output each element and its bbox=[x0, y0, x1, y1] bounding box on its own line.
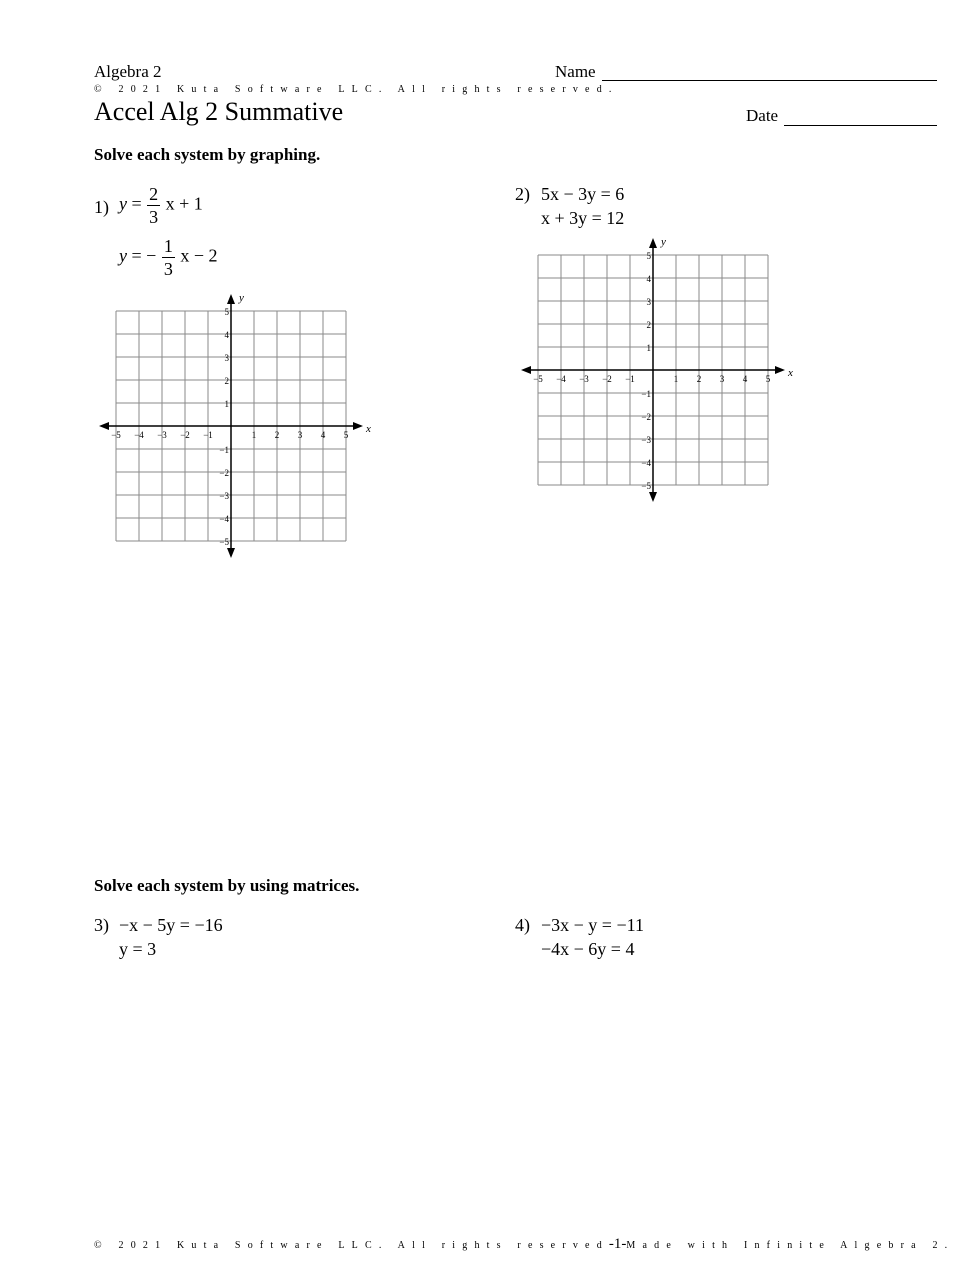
footer-made-with: Made with Infinite Algebra 2. bbox=[626, 1240, 955, 1251]
fraction bbox=[162, 235, 175, 280]
coordinate-grid-1[interactable] bbox=[95, 290, 370, 562]
page-number: -1- bbox=[608, 1236, 627, 1252]
problem-number-1: 1) bbox=[94, 197, 109, 217]
course-name: Algebra 2 bbox=[94, 62, 162, 81]
y-tick-label: 3 bbox=[646, 297, 651, 307]
y-axis-label: y bbox=[239, 292, 244, 304]
x-tick-label: −3 bbox=[157, 430, 167, 440]
y-axis-label: y bbox=[661, 236, 666, 248]
x-axis-label: x bbox=[366, 423, 371, 435]
problem-number-4: 4) bbox=[515, 915, 530, 935]
y-tick-label: −3 bbox=[641, 435, 651, 445]
x-tick-label: 3 bbox=[719, 374, 725, 384]
eq-lhs: y bbox=[119, 245, 127, 266]
y-tick-label: 5 bbox=[646, 251, 651, 261]
fraction bbox=[147, 183, 160, 228]
fraction-numerator: 1 bbox=[163, 236, 173, 256]
x-tick-label: 2 bbox=[274, 430, 280, 440]
fraction-denominator: 3 bbox=[163, 259, 173, 279]
x-tick-label: 1 bbox=[251, 430, 257, 440]
y-tick-label: 4 bbox=[224, 330, 229, 340]
y-tick-label: 3 bbox=[224, 353, 229, 363]
name-field-line[interactable] bbox=[602, 80, 937, 81]
x-tick-label: −1 bbox=[625, 374, 635, 384]
x-tick-label: 4 bbox=[742, 374, 748, 384]
x-axis-arrow-left-icon bbox=[99, 422, 109, 430]
worksheet-title: Accel Alg 2 Summative bbox=[94, 97, 344, 126]
fraction-numerator: 2 bbox=[149, 184, 159, 204]
x-tick-label: −4 bbox=[134, 430, 144, 440]
problem-4-equation-2: −4x − 6y = 4 bbox=[541, 939, 635, 959]
problem-number-3: 3) bbox=[94, 915, 109, 935]
section-instruction-graphing: Solve each system by graphing. bbox=[94, 145, 321, 164]
y-tick-label: 1 bbox=[646, 343, 651, 353]
fraction-denominator: 3 bbox=[149, 207, 159, 227]
eq-rest: x − 2 bbox=[180, 245, 218, 266]
x-tick-label: −5 bbox=[533, 374, 543, 384]
y-tick-label: −4 bbox=[219, 514, 229, 524]
x-axis-arrow-right-icon bbox=[353, 422, 363, 430]
problem-3-equation-2: y = 3 bbox=[119, 939, 157, 959]
footer bbox=[94, 1236, 954, 1253]
x-tick-label: −4 bbox=[556, 374, 566, 384]
y-tick-label: −5 bbox=[641, 481, 651, 491]
y-tick-label: 5 bbox=[224, 307, 229, 317]
y-tick-label: −3 bbox=[219, 491, 229, 501]
y-tick-label: −2 bbox=[219, 468, 229, 478]
date-field-line[interactable] bbox=[784, 125, 937, 126]
y-axis-arrow-up-icon bbox=[227, 294, 235, 304]
name-label: Name bbox=[555, 62, 596, 81]
y-tick-label: 4 bbox=[646, 274, 651, 284]
x-tick-label: 2 bbox=[696, 374, 702, 384]
y-tick-label: −1 bbox=[641, 389, 651, 399]
x-tick-label: −1 bbox=[203, 430, 213, 440]
problem-3-equation-1: −x − 5y = −16 bbox=[119, 915, 223, 935]
eq-equals: = bbox=[131, 193, 142, 214]
y-axis-arrow-up-icon bbox=[649, 238, 657, 248]
x-tick-label: −3 bbox=[579, 374, 589, 384]
y-tick-label: 1 bbox=[224, 399, 229, 409]
eq-rest: x + 1 bbox=[165, 193, 203, 214]
x-tick-label: 5 bbox=[765, 374, 771, 384]
y-tick-label: −2 bbox=[641, 412, 651, 422]
footer-copyright: © 2021 Kuta Software LLC. All rights reserved bbox=[94, 1240, 609, 1251]
date-label: Date bbox=[746, 106, 779, 125]
problem-4-equation-1: −3x − y = −11 bbox=[541, 915, 644, 935]
eq-lhs: y bbox=[119, 193, 127, 214]
eq-sign: − bbox=[146, 245, 157, 266]
y-tick-label: −1 bbox=[219, 445, 229, 455]
x-tick-label: 3 bbox=[297, 430, 303, 440]
y-tick-label: −5 bbox=[219, 537, 229, 547]
coordinate-grid-2[interactable] bbox=[517, 234, 792, 506]
x-tick-label: 4 bbox=[320, 430, 326, 440]
x-tick-label: −2 bbox=[602, 374, 612, 384]
x-tick-label: 1 bbox=[673, 374, 679, 384]
x-tick-label: 5 bbox=[343, 430, 349, 440]
problem-2-equation-1: 5x − 3y = 6 bbox=[541, 184, 625, 204]
problem-1-equation-1 bbox=[119, 183, 203, 228]
y-tick-label: −4 bbox=[641, 458, 651, 468]
y-axis-arrow-down-icon bbox=[649, 492, 657, 502]
problem-number-2: 2) bbox=[515, 184, 530, 204]
y-tick-label: 2 bbox=[224, 376, 229, 386]
y-tick-label: 2 bbox=[646, 320, 651, 330]
x-axis-arrow-left-icon bbox=[521, 366, 531, 374]
y-axis-arrow-down-icon bbox=[227, 548, 235, 558]
problem-2-equation-2: x + 3y = 12 bbox=[541, 208, 625, 228]
problem-1-equation-2 bbox=[119, 235, 217, 280]
x-axis-arrow-right-icon bbox=[775, 366, 785, 374]
x-axis-label: x bbox=[788, 367, 793, 379]
copyright-header: © 2021 Kuta Software LLC. All rights reserved. bbox=[94, 84, 619, 95]
x-tick-label: −5 bbox=[111, 430, 121, 440]
section-instruction-matrices: Solve each system by using matrices. bbox=[94, 876, 360, 895]
x-tick-label: −2 bbox=[180, 430, 190, 440]
eq-equals: = bbox=[131, 245, 142, 266]
